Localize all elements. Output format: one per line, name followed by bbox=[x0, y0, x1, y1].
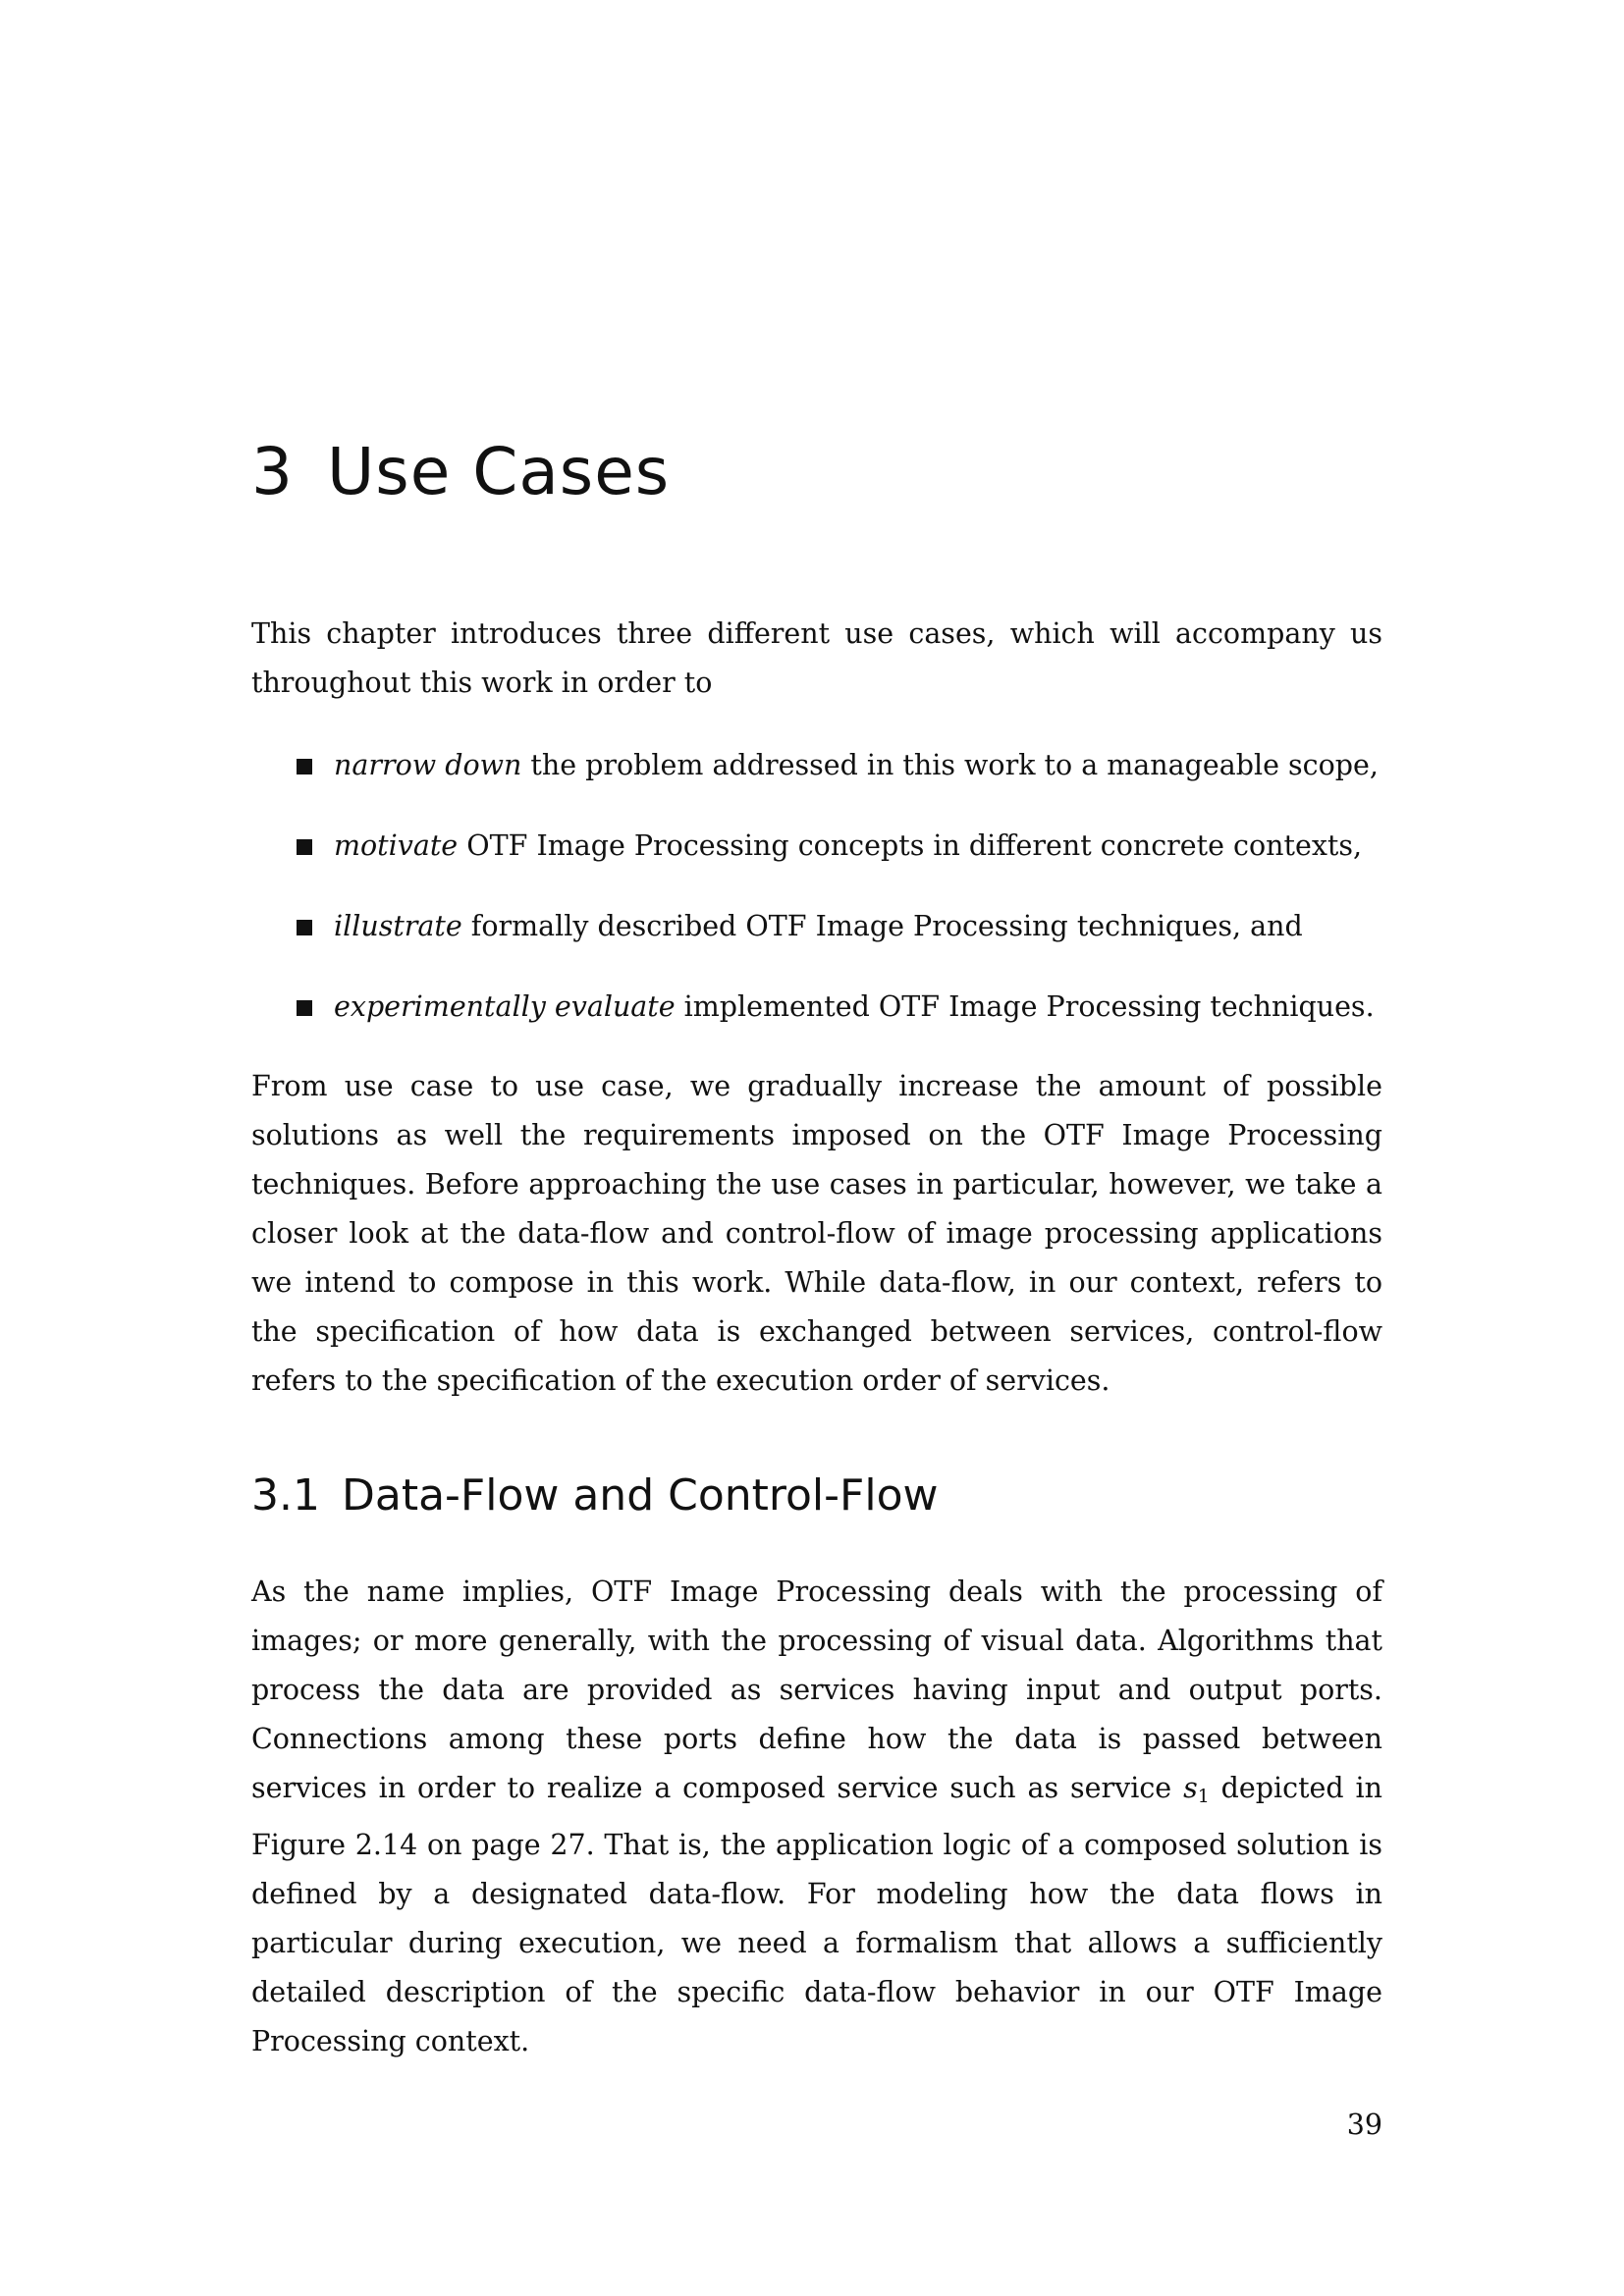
list-item bbox=[251, 822, 1382, 871]
bullet-emphasis: experimentally evaluate bbox=[334, 990, 676, 1023]
paragraph-text: depicted in Figure 2.14 on page 27. That is, the application logic of a composed solution is defined by a designated data-flow. For modeling how the data flows in particular during execution, we need a formalism that allows a sufficiently detailed description of the specific data-flow behavior in our OTF Image Processing context. bbox=[251, 1772, 1382, 2057]
bullet-text: implemented OTF Image Processing techniques. bbox=[675, 990, 1375, 1023]
list-item bbox=[251, 983, 1382, 1032]
document-page bbox=[251, 0, 1382, 2296]
bullet-emphasis: narrow down bbox=[334, 749, 522, 781]
math-subscript: 1 bbox=[1197, 1786, 1210, 1807]
section-heading bbox=[251, 1470, 939, 1521]
body-paragraph-3 bbox=[251, 1568, 1382, 2066]
chapter-title bbox=[251, 434, 671, 509]
bullet-list bbox=[251, 741, 1382, 1063]
section-number: 3.1 bbox=[251, 1470, 320, 1521]
bullet-text: formally described OTF Image Processing techniques, and bbox=[461, 910, 1303, 942]
chapter-number: 3 bbox=[251, 434, 294, 509]
page-number: 39 bbox=[1346, 2109, 1382, 2141]
bullet-text: OTF Image Processing concepts in different concrete contexts, bbox=[458, 829, 1363, 862]
list-item bbox=[251, 741, 1382, 790]
square-bullet-icon bbox=[297, 759, 312, 774]
math-variable: s bbox=[1183, 1772, 1198, 1804]
bullet-emphasis: motivate bbox=[334, 829, 459, 862]
body-paragraph-2: From use case to use case, we gradually increase the amount of possible solutions as well the requirements imposed on the OTF Image Processing techniques. Before approaching the use cases in particular, however, we take a closer look at the data-flow and control-flow of image processing applications we intend to compose in this work. While data-flow, in our context, refers to the specification of how data is exchanged between services, control-flow refers to the specification of the execution order of services. bbox=[251, 1070, 1382, 1397]
intro-paragraph: This chapter introduces three different use cases, which will accompany us throughout this work in order to bbox=[251, 617, 1382, 699]
square-bullet-icon bbox=[297, 839, 312, 855]
square-bullet-icon bbox=[297, 920, 312, 935]
paragraph-text: As the name implies, OTF Image Processing deals with the processing of images; or more generally, with the processing of visual data. Algorithms that process the data are provided as services having input and output ports. Connections among these ports define how the data is passed between services in order to realize a composed service such as service bbox=[251, 1575, 1382, 1804]
section-title-text: Data-Flow and Control-Flow bbox=[341, 1470, 939, 1521]
square-bullet-icon bbox=[297, 1000, 312, 1016]
bullet-text: the problem addressed in this work to a manageable scope, bbox=[521, 749, 1379, 781]
list-item bbox=[251, 902, 1382, 951]
chapter-title-text: Use Cases bbox=[327, 434, 671, 509]
bullet-emphasis: illustrate bbox=[334, 910, 462, 942]
